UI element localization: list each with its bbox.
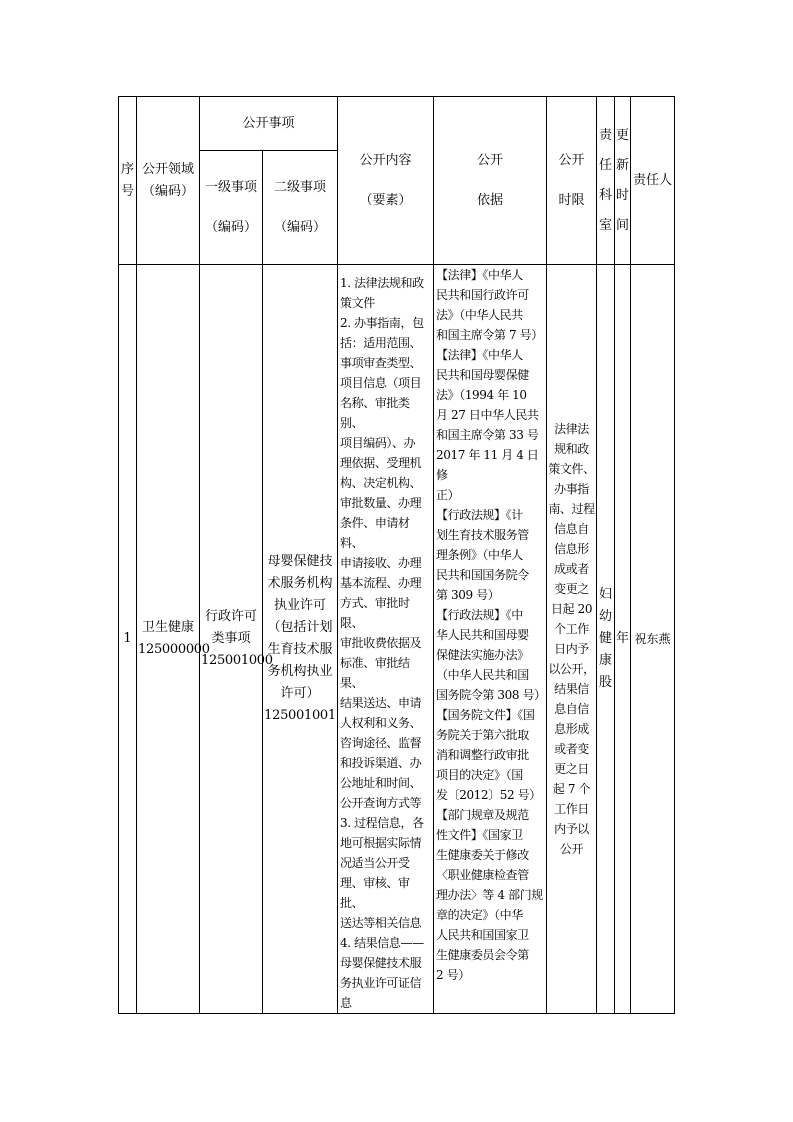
row-content-line: 送达等相关信息 bbox=[340, 916, 422, 930]
row-deadline-line: 个工作 bbox=[554, 622, 589, 636]
row-content-line: 审批收费依据及 bbox=[340, 636, 422, 650]
header-content-sub: （要素） bbox=[359, 192, 412, 208]
row-person: 祝东燕 bbox=[631, 265, 675, 1014]
header-level2 bbox=[263, 151, 338, 265]
row-basis-line: 民共和国国务院令 bbox=[436, 568, 529, 582]
row-content-line: 理依据、受理机 bbox=[340, 456, 422, 470]
row-content-line: 母婴保健技术服 bbox=[340, 956, 422, 970]
row-basis bbox=[434, 265, 547, 1014]
row-level2-line: （包括计划 bbox=[267, 620, 333, 635]
row-content-line: 公地址和时间、 bbox=[340, 776, 422, 790]
row-basis-line: 理条例》（中华人 bbox=[436, 548, 523, 562]
row-deadline-line: 结果信 bbox=[554, 682, 589, 696]
row-basis-line: 性文件】《国家卫 bbox=[436, 828, 523, 842]
row-content-line: 条件、申请材料、 bbox=[340, 516, 410, 550]
row-deadline-lines bbox=[548, 419, 595, 859]
row-basis-line: 2 号） bbox=[436, 968, 470, 982]
row-dept-lines bbox=[597, 584, 614, 694]
row-basis-line: 【行政法规】《中 bbox=[436, 608, 523, 622]
row-content-line: 公开查询方式等 bbox=[340, 796, 422, 810]
row-deadline-line: 信息自 bbox=[554, 522, 589, 536]
row-content-line: 结果送达、申请 bbox=[340, 696, 422, 710]
header-field-code-label: （编码） bbox=[141, 183, 194, 199]
header-items-group: 公开事项 bbox=[200, 97, 338, 151]
row-level2-line: 务机构执业 bbox=[267, 664, 333, 679]
row-basis-line: 发〔2012〕52 号） bbox=[436, 788, 541, 802]
header-deadline-label: 公开 bbox=[558, 152, 585, 168]
row-content-line: 1. 法律法规和政 bbox=[340, 276, 424, 290]
row-content-line: 息 bbox=[340, 996, 352, 1010]
row-level2 bbox=[263, 265, 338, 1014]
row-basis-line: 和国主席令第 7 号） bbox=[436, 328, 543, 342]
row-content-line: 策文件 bbox=[340, 296, 375, 310]
row-deadline-line: 工作日 bbox=[554, 802, 589, 816]
row-deadline-line: 日内予 bbox=[554, 642, 589, 656]
row-deadline-line: 办事指 bbox=[554, 482, 589, 496]
row-content-line: 人权利和义务、 bbox=[340, 716, 422, 730]
row-content-line: 方式、审批时限、 bbox=[340, 596, 410, 630]
row-basis-line: 章的决定》（中华 bbox=[436, 908, 523, 922]
row-basis-line: 法》（1994 年 10 bbox=[436, 388, 527, 402]
row-deadline-line: 南、过程 bbox=[548, 502, 595, 516]
row-field-name: 卫生健康 bbox=[141, 620, 194, 635]
header-deadline bbox=[547, 97, 597, 265]
row-level1-code: 125001000 bbox=[201, 653, 273, 668]
row-dept bbox=[597, 265, 615, 1014]
row-basis-line: 国务院令第 308 号） bbox=[436, 688, 546, 702]
row-level1-name-2: 类事项 bbox=[211, 631, 251, 646]
row-deadline-line: 内予以 bbox=[554, 822, 589, 836]
header-level1-code-label: （编码） bbox=[204, 219, 257, 235]
row-basis-line: 法》（中华人民共 bbox=[436, 308, 523, 322]
row-content-line: 理、审核、审批、 bbox=[340, 876, 410, 910]
row-content-line: 3. 过程信息，各 bbox=[340, 816, 424, 830]
header-person: 责任人 bbox=[631, 97, 675, 265]
row-content-line: 务执业许可证信 bbox=[340, 976, 422, 990]
row-deadline-line: 更之日 bbox=[554, 762, 589, 776]
header-content bbox=[338, 97, 434, 265]
row-basis-line: 务院关于第六批取 bbox=[436, 728, 529, 742]
header-level2-code-label: （编码） bbox=[274, 219, 327, 235]
header-field bbox=[137, 97, 200, 265]
row-basis-line: 人民共和国国家卫 bbox=[436, 928, 529, 942]
header-update-c4: 间 bbox=[616, 217, 630, 233]
row-content-line: 名称、审批类别、 bbox=[340, 396, 410, 430]
row-deadline-line: 以公开， bbox=[548, 662, 595, 676]
row-basis-line: 和国主席令第 33 号 bbox=[436, 428, 539, 442]
row-basis-line: 正） bbox=[436, 488, 460, 502]
row-content bbox=[338, 265, 434, 1014]
row-basis-line: 月 27 日中华人民共 bbox=[436, 408, 539, 422]
row-content-line: 项目信息（项目 bbox=[340, 376, 422, 390]
row-content-line: 申请接收、办理 bbox=[340, 556, 422, 570]
row-content-line: 况适当公开受 bbox=[340, 856, 410, 870]
row-basis-line: 消和调整行政审批 bbox=[436, 748, 529, 762]
row-level1 bbox=[200, 265, 273, 1014]
row-level2-line: 执业许可 bbox=[274, 598, 327, 613]
row-field bbox=[137, 265, 210, 1014]
row-basis-line: 〈职业健康检查管 bbox=[436, 868, 529, 882]
row-dept-char: 股 bbox=[599, 675, 613, 690]
header-seq bbox=[119, 97, 137, 265]
row-dept-char: 妇 bbox=[599, 587, 613, 602]
row-content-line: 事项审查类型、 bbox=[340, 356, 422, 370]
row-deadline-line: 信息形 bbox=[554, 542, 589, 556]
row-deadline-line: 法律法 bbox=[554, 422, 589, 436]
row-basis-line: 划生育技术服务管 bbox=[436, 528, 529, 542]
row-update: 年 bbox=[615, 265, 631, 1014]
row-basis-lines bbox=[436, 265, 545, 985]
row-basis-line: 生健康委员会令第 bbox=[436, 948, 529, 962]
row-level2-code: 125001001 bbox=[264, 708, 336, 723]
row-content-lines bbox=[340, 273, 432, 1013]
row-dept-char: 健 bbox=[599, 631, 613, 646]
row-level2-line: 术服务机构 bbox=[267, 576, 333, 591]
row-basis-line: 第 309 号） bbox=[436, 588, 500, 602]
row-basis-line: 民共和国行政许可 bbox=[436, 288, 529, 302]
row-basis-line: 【法律】《中华人 bbox=[436, 268, 523, 282]
row-deadline-line: 策文件、 bbox=[548, 462, 595, 476]
header-basis bbox=[434, 97, 547, 265]
header-dept-c4: 室 bbox=[599, 217, 613, 233]
header-basis-label: 公开 bbox=[477, 152, 504, 168]
header-seq-char2: 号 bbox=[120, 183, 134, 199]
row-deadline-line: 息自信 bbox=[554, 702, 589, 716]
row-dept-char: 康 bbox=[599, 653, 613, 668]
row-content-line: 基本流程、办理 bbox=[340, 576, 422, 590]
row-seq: 1 bbox=[119, 265, 137, 1014]
row-basis-line: 【部门规章及规范 bbox=[436, 808, 529, 822]
row-content-line: 2. 办事指南，包 bbox=[340, 316, 424, 330]
row-deadline-line: 规和政 bbox=[554, 442, 589, 456]
row-content-line: 项目编码）、办 bbox=[340, 436, 416, 450]
row-deadline-line: 成或者 bbox=[554, 562, 589, 576]
row-content-line: 咨询途径、监督 bbox=[340, 736, 422, 750]
row-basis-line: 保健法实施办法》 bbox=[436, 648, 529, 662]
row-basis-line: 【国务院文件】《国 bbox=[436, 708, 535, 722]
row-basis-line: 【法律】《中华人 bbox=[436, 348, 523, 362]
header-seq-char1: 序 bbox=[120, 161, 134, 177]
row-level1-name-1: 行政许可 bbox=[204, 609, 257, 624]
row-basis-line: 项目的决定》（国 bbox=[436, 768, 523, 782]
row-basis-line: 生健康委关于修改 bbox=[436, 848, 529, 862]
row-level2-line: 许可） bbox=[280, 686, 320, 701]
header-basis-sub: 依据 bbox=[477, 192, 504, 208]
header-dept-c3: 科 bbox=[599, 187, 613, 203]
row-content-line: 标准、审批结果、 bbox=[340, 656, 410, 690]
row-basis-line: 2017 年 11 月 4 日修 bbox=[436, 448, 539, 482]
header-level1 bbox=[200, 151, 263, 265]
row-content-line: 和投诉渠道、办 bbox=[340, 756, 422, 770]
row-deadline-line: 息形成 bbox=[554, 722, 589, 736]
row-basis-line: 理办法〉等 4 部门规 bbox=[436, 888, 543, 902]
row-deadline-line: 公开 bbox=[559, 842, 584, 856]
header-content-label: 公开内容 bbox=[359, 152, 412, 168]
header-update-c2: 新 bbox=[616, 157, 630, 173]
row-dept-char: 幼 bbox=[599, 609, 613, 624]
row-deadline-line: 变更之 bbox=[554, 582, 589, 596]
row-deadline bbox=[547, 265, 597, 1014]
row-basis-line: 【行政法规】《计 bbox=[436, 508, 523, 522]
header-update-c1: 更 bbox=[616, 127, 630, 143]
row-level2-line: 母婴保健技 bbox=[267, 554, 333, 569]
row-content-line: 地可根据实际情 bbox=[340, 836, 422, 850]
row-basis-line: 华人民共和国母婴 bbox=[436, 628, 529, 642]
row-basis-line: 民共和国母婴保健 bbox=[436, 368, 529, 382]
header-dept-c1: 责 bbox=[599, 127, 613, 143]
row-content-line: 括：适用范围、 bbox=[340, 336, 422, 350]
row-content-line: 审批数量、办理 bbox=[340, 496, 422, 510]
row-content-line: 4. 结果信息—— bbox=[340, 936, 424, 950]
row-content-line: 构、决定机构、 bbox=[340, 476, 422, 490]
row-deadline-line: 日起 20 bbox=[550, 602, 593, 616]
row-deadline-line: 或者变 bbox=[554, 742, 589, 756]
row-level2-line: 生育技术服 bbox=[267, 642, 333, 657]
header-deadline-sub: 时限 bbox=[558, 192, 585, 208]
header-update bbox=[615, 97, 631, 265]
row-deadline-line: 起 7 个 bbox=[552, 782, 591, 796]
header-update-c3: 时 bbox=[616, 187, 630, 203]
header-level1-label: 一级事项 bbox=[204, 179, 257, 195]
row-basis-line: （中华人民共和国 bbox=[436, 668, 529, 682]
header-field-label: 公开领域 bbox=[141, 161, 194, 177]
header-level2-label: 二级事项 bbox=[274, 179, 327, 195]
row-field-code: 125000000 bbox=[138, 642, 210, 657]
header-dept bbox=[597, 97, 615, 265]
header-dept-c2: 任 bbox=[599, 157, 613, 173]
disclosure-table bbox=[118, 96, 675, 1014]
